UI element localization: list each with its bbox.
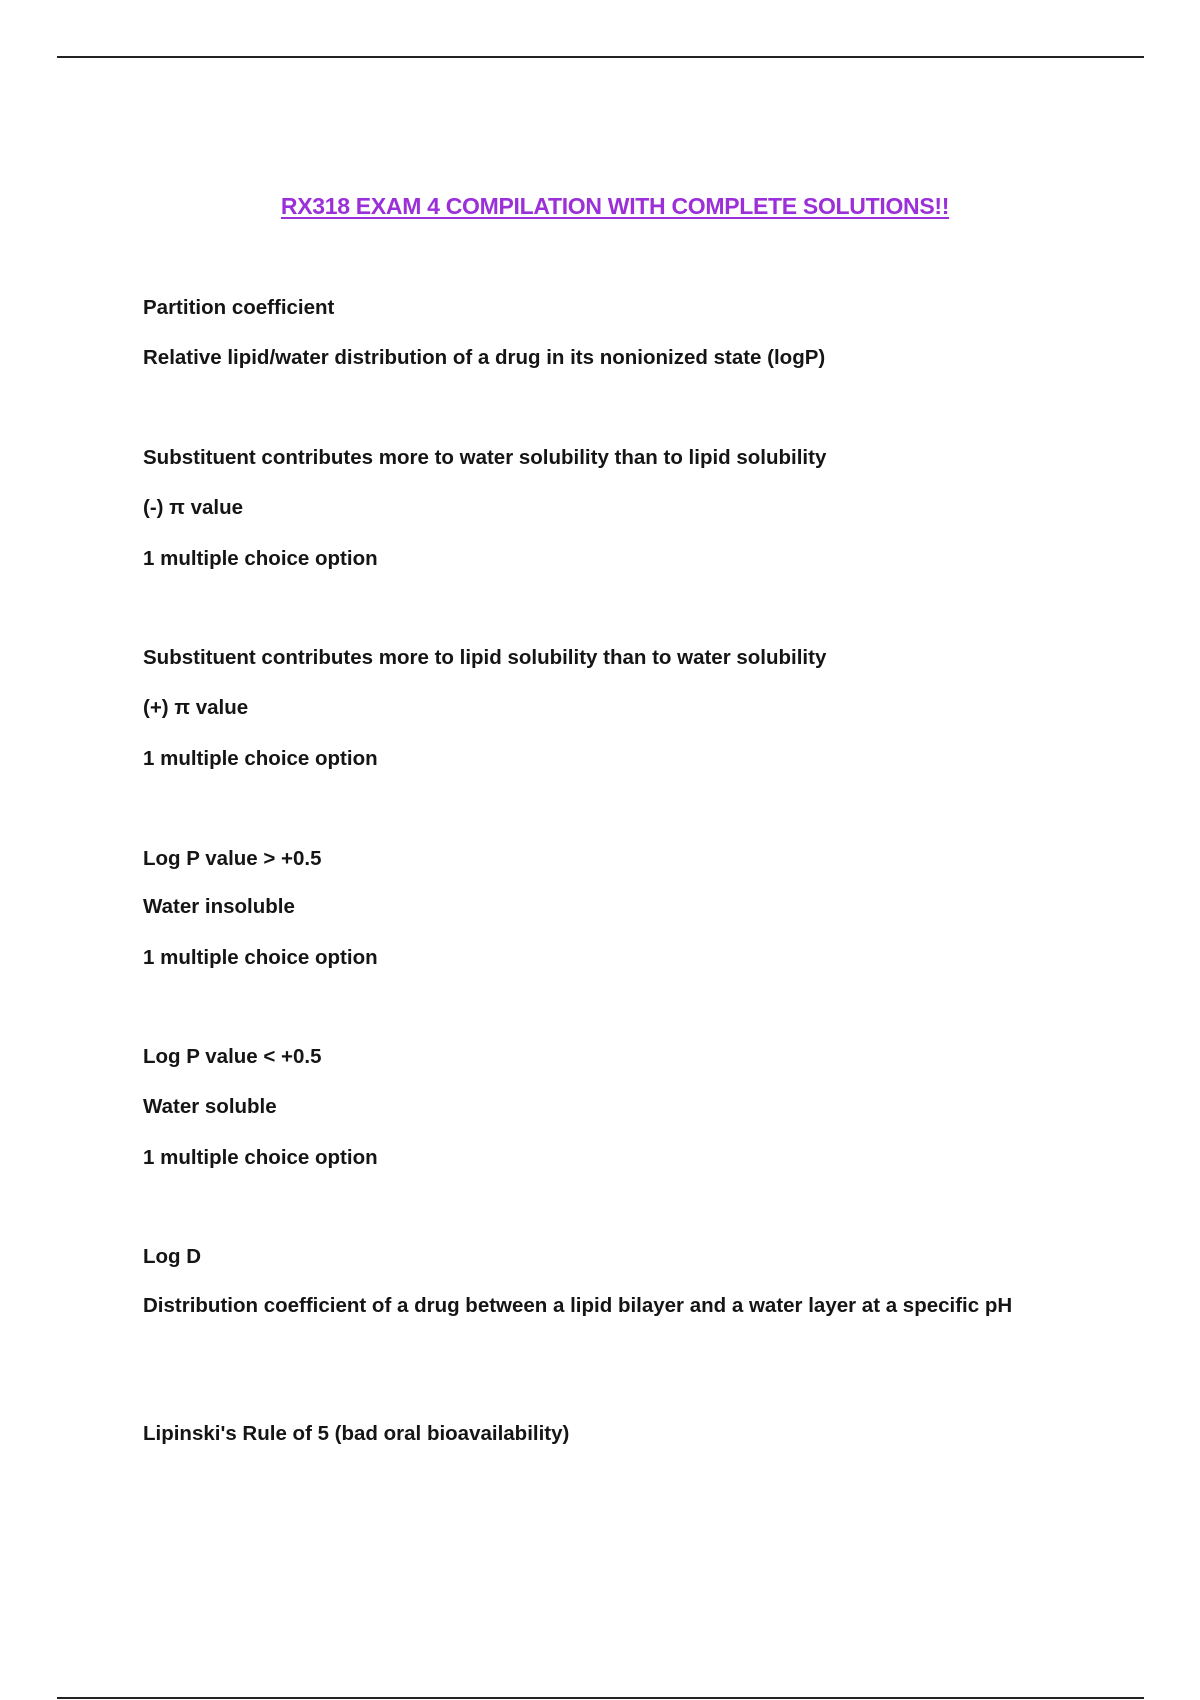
card-term: Log P value > +0.5 — [143, 847, 322, 870]
card-term: Partition coefficient — [143, 296, 335, 319]
bottom-divider — [57, 1697, 1144, 1699]
card-note: 1 multiple choice option — [143, 1146, 378, 1169]
card-definition: (+) π value — [143, 696, 249, 719]
card-note: 1 multiple choice option — [143, 547, 378, 570]
document-title: RX318 EXAM 4 COMPILATION WITH COMPLETE SOLUTIONS!! — [280, 193, 950, 219]
card-note: 1 multiple choice option — [143, 946, 378, 969]
card-definition: (-) π value — [143, 496, 243, 519]
card-term: Substituent contributes more to lipid solubility than to water solubility — [143, 646, 827, 669]
card-definition: Water insoluble — [143, 895, 295, 918]
card-definition: Water soluble — [143, 1095, 277, 1118]
card-term: Lipinski's Rule of 5 (bad oral bioavailability) — [143, 1422, 570, 1445]
card-term: Substituent contributes more to water solubility than to lipid solubility — [143, 446, 827, 469]
top-divider — [57, 56, 1144, 58]
card-term: Log P value < +0.5 — [143, 1045, 322, 1068]
card-definition: Relative lipid/water distribution of a drug in its nonionized state (logP) — [143, 346, 826, 369]
card-note: 1 multiple choice option — [143, 747, 378, 770]
card-term: Log D — [143, 1245, 202, 1268]
card-definition: Distribution coefficient of a drug between a lipid bilayer and a water layer at a specific pH — [143, 1294, 1013, 1317]
